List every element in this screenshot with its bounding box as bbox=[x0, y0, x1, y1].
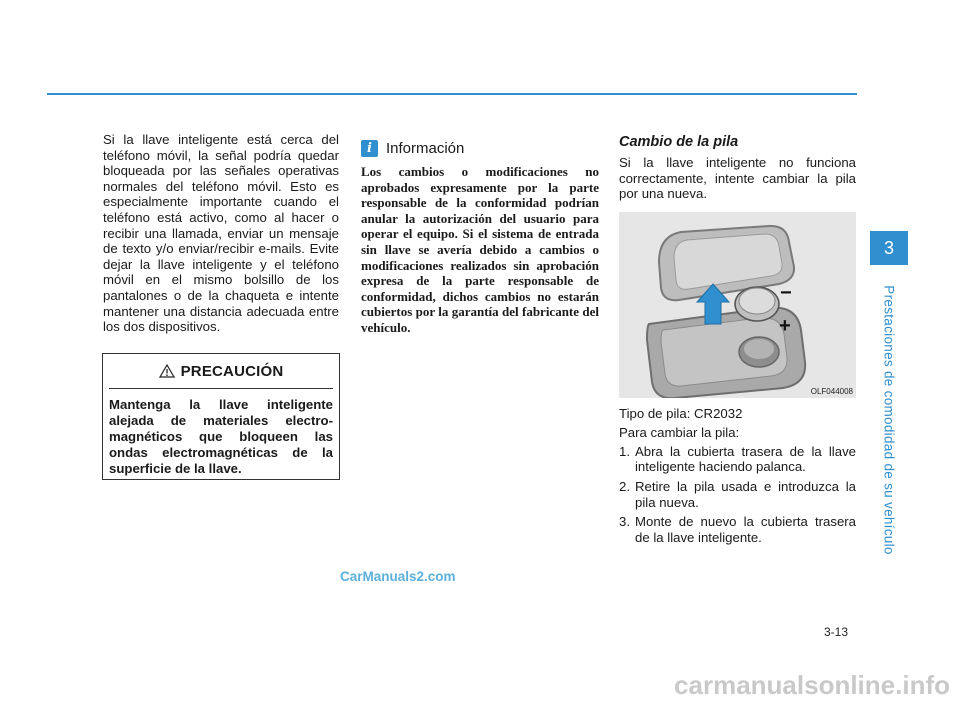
minus-sign: − bbox=[780, 281, 792, 304]
step-text: Monte de nuevo la cubierta trasera de la llave inteligente. bbox=[635, 514, 856, 545]
plus-sign: + bbox=[779, 314, 791, 337]
battery-figure bbox=[619, 212, 856, 398]
list-item bbox=[619, 514, 856, 545]
column-middle bbox=[361, 132, 599, 336]
chapter-tab: 3 bbox=[870, 231, 908, 265]
column-left bbox=[103, 132, 339, 335]
section-intro: Si la llave inteligente no funciona correctamente, intente cambiar la pila por una nueva. bbox=[619, 155, 856, 202]
caution-text: Mantenga la llave inteligente alejada de materiales electro-magnéticos que bloqueen las ondas electromagnéticas de la superficie de la llave. bbox=[109, 397, 333, 476]
info-title: Información bbox=[386, 139, 465, 157]
steps-list bbox=[619, 444, 856, 546]
step-number: 1. bbox=[619, 443, 630, 459]
list-item bbox=[619, 444, 856, 475]
figure-code: OLF044008 bbox=[810, 386, 853, 396]
list-item bbox=[619, 479, 856, 510]
step-number: 2. bbox=[619, 478, 630, 494]
chapter-side-title: Prestaciones de comodidad de su vehículo bbox=[881, 285, 897, 555]
step-number: 3. bbox=[619, 514, 630, 530]
column-right bbox=[619, 132, 856, 549]
watermark-link[interactable]: CarManuals2.com bbox=[340, 569, 456, 584]
page-number: 3-13 bbox=[824, 625, 849, 639]
footer-watermark: carmanualsonline.info bbox=[674, 670, 950, 700]
battery-type: Tipo de pila: CR2032 bbox=[619, 405, 743, 421]
step-text: Abra la cubierta trasera de la llave inteligente haciendo palanca. bbox=[635, 443, 856, 475]
header-rule bbox=[47, 93, 857, 95]
caution-box bbox=[102, 353, 340, 480]
steps-intro: Para cambiar la pila: bbox=[619, 424, 740, 440]
caution-header bbox=[109, 354, 333, 389]
section-title: Cambio de la pila bbox=[619, 134, 739, 150]
info-header bbox=[361, 136, 599, 160]
caution-title: PRECAUCIÓN bbox=[180, 362, 284, 380]
smart-key-battery-illustration bbox=[619, 212, 856, 398]
info-text: Los cambios o modificaciones no aprobados expresamente por la parte responsable de la conformidad podrían anular la autorización del usuario para operar el equipo. Si el sistema de entrada sin llave se avería debido a cambios o modificaciones realizados sin aprobación expresa de la parte responsable de conformidad, dichos cambios no estarán cubiertos por la garantía del fabricante del vehículo. bbox=[361, 164, 599, 335]
body-paragraph: Si la llave inteligente está cerca del teléfono móvil, la señal podría quedar bloqueada por las señales operativas normales del teléfono móvil. Esto es especialmente importante cuando el teléfono está activo, como al hacer o recibir una llamada, enviar un mensaje de texto y/o enviar/recibir e-mails. Evite dejar la llave inteligente y el teléfono móvil en el mismo bolsillo de los pantalones o de la chaqueta e intente mantener una distancia adecuada entre los dos dispositivos. bbox=[103, 132, 339, 335]
step-text: Retire la pila usada e introduzca la pila nueva. bbox=[635, 478, 856, 510]
warning-triangle-icon bbox=[159, 364, 175, 378]
info-icon: i bbox=[361, 140, 378, 157]
